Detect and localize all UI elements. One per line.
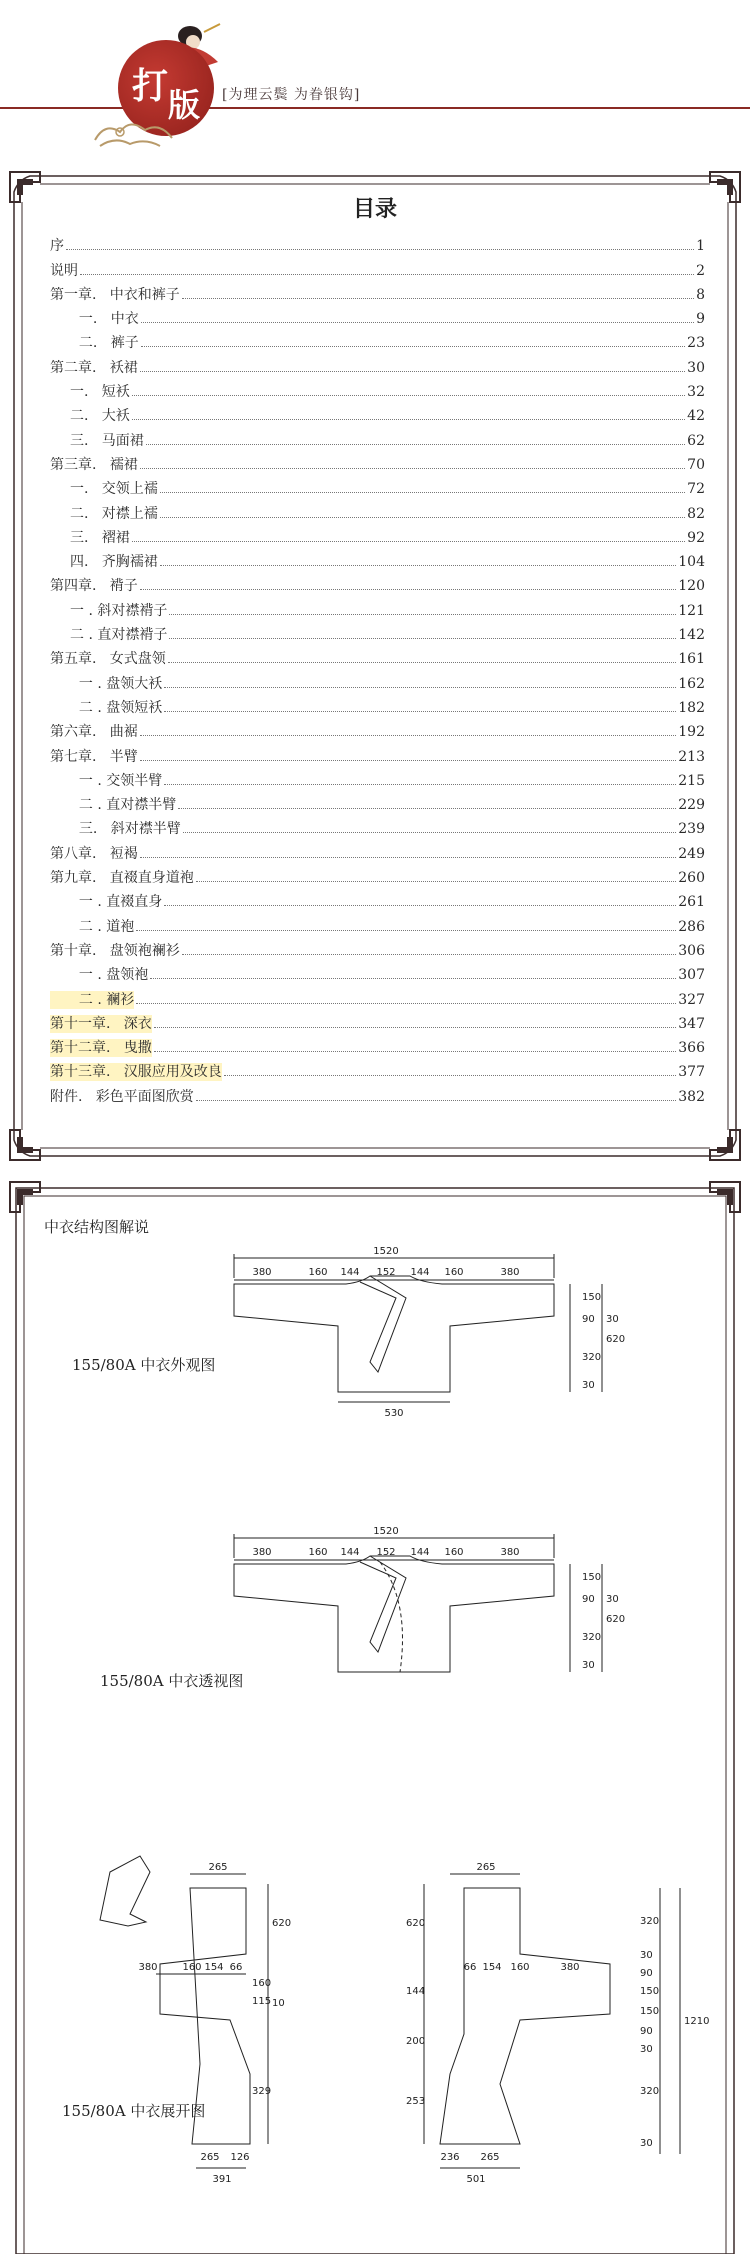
toc-entry[interactable] [50,1057,705,1081]
unfold-view-drawing [100,1854,710,2234]
toc-entry-title: 序 [50,238,64,255]
front-right-1: 150 [582,1292,602,1303]
toc-entry[interactable] [50,595,705,619]
toc-entry-page: 377 [678,1064,705,1081]
unfold-left-row-1: 380 [138,1962,158,1973]
unfold-left-row-3: 154 [204,1962,224,1973]
unfold-left-bottom-2: 126 [230,2152,250,2163]
toc-entry[interactable] [50,936,705,960]
toc-entry[interactable] [50,425,705,449]
xray-seg-6: 160 [444,1547,464,1558]
toc-entry-title: 第七章. 半臂 [50,748,138,765]
toc-entry[interactable] [50,644,705,668]
toc-leader-dots [140,857,676,858]
toc-entry-title: 第八章. 裋褐 [50,845,138,862]
unfold-right-v-3: 200 [406,2036,426,2047]
toc-list [50,231,705,1106]
toc-entry-title: 三. 斜对襟半臂 [70,821,181,838]
xray-seg-2: 160 [308,1547,328,1558]
toc-entry-page: 182 [678,699,705,716]
toc-entry[interactable] [50,280,705,304]
toc-leader-dots [164,784,676,785]
unfold-left-top: 265 [208,1862,228,1873]
toc-entry[interactable] [50,523,705,547]
toc-entry-title: 二 . 襕衫 [50,991,134,1009]
toc-leader-dots [132,395,685,396]
unfold-left-v-2: 115 [252,1996,272,2007]
toc-leader-dots [132,541,685,542]
toc-leader-dots [141,322,694,323]
unfold-rv-2: 30 [640,1950,653,1961]
toc-entry-title: 一 . 斜对襟褙子 [70,602,168,619]
toc-entry-page: 260 [678,870,705,887]
toc-entry-title: 一. 短袄 [70,384,130,401]
toc-entry-page: 70 [687,456,705,473]
toc-entry-page: 239 [678,821,705,838]
corner-fret-ornaments [10,1182,740,1212]
toc-entry-title: 三. 马面裙 [70,432,144,449]
toc-panel [10,172,740,1160]
toc-leader-dots [80,274,694,275]
toc-entry-page: 306 [678,942,705,959]
front-seg-2: 160 [308,1267,328,1278]
toc-entry-page: 215 [678,772,705,789]
toc-leader-dots [140,735,676,736]
toc-entry-page: 32 [687,384,705,401]
toc-entry-page: 161 [678,651,705,668]
toc-entry[interactable] [50,693,705,717]
toc-entry-page: 121 [678,602,705,619]
header-rule [0,107,750,109]
unfold-right-bottom-1: 236 [440,2152,460,2163]
toc-entry-page: 286 [678,918,705,935]
unfold-rv-7: 30 [640,2044,653,2055]
unfold-left-row-4: 66 [229,1962,243,1973]
toc-entry[interactable] [50,1081,705,1105]
xray-right-1: 150 [582,1572,602,1583]
diagram-heading: 中衣结构图解说 [44,1218,150,1236]
unfold-rv-9: 30 [640,2138,653,2149]
cloud-ornament-icon [90,112,180,152]
unfold-rv-5: 150 [640,2006,660,2017]
diagram-panel [10,1182,740,2254]
toc-leader-dots [160,565,676,566]
front-view-label: 155/80A 中衣外观图 [72,1356,216,1374]
toc-entry-title: 第二章. 袄裙 [50,359,138,376]
xray-right-4: 30 [582,1660,595,1671]
toc-entry[interactable] [50,498,705,522]
xray-seg-7: 380 [500,1547,520,1558]
toc-leader-dots [66,249,694,250]
unfold-right-bottom-2: 265 [480,2152,500,2163]
toc-leader-dots [154,1027,676,1028]
toc-leader-dots [182,954,676,955]
toc-entry[interactable] [50,911,705,935]
toc-entry[interactable] [50,547,705,571]
seal-char-2: 版 [168,86,201,124]
toc-leader-dots [136,1003,676,1004]
unfold-left-bottom-total: 391 [212,2174,232,2185]
toc-entry[interactable] [50,1033,705,1057]
toc-entry-page: 30 [687,359,705,376]
toc-leader-dots [169,614,676,615]
toc-entry-page: 162 [678,675,705,692]
unfold-rv-8: 320 [640,2086,660,2097]
toc-entry[interactable] [50,766,705,790]
toc-entry-title: 二 . 直对襟褙子 [70,627,168,644]
toc-entry-page: 347 [678,1015,705,1032]
toc-entry[interactable] [50,571,705,595]
front-right-3: 320 [582,1352,602,1363]
xray-right-2: 90 [582,1594,595,1605]
unfold-left-row-2: 160 [182,1962,202,1973]
toc-entry-page: 366 [678,1040,705,1057]
toc-entry-page: 307 [678,967,705,984]
toc-entry-page: 42 [687,408,705,425]
toc-leader-dots [136,930,676,931]
front-right-4: 30 [582,1380,595,1391]
toc-leader-dots [224,1075,676,1076]
toc-entry-title: 第十一章. 深衣 [50,1015,152,1032]
unfold-left-v-5: 329 [252,2086,272,2097]
toc-entry-title: 第四章. 褙子 [50,578,138,595]
toc-leader-dots [140,760,676,761]
front-right-total: 620 [606,1334,626,1345]
toc-leader-dots [154,1051,676,1052]
toc-entry-page: 142 [678,627,705,644]
toc-entry-page: 213 [678,748,705,765]
toc-entry-title: 附件. 彩色平面图欣赏 [50,1088,194,1105]
toc-title: 目录 [352,197,397,222]
front-seg-4: 152 [376,1267,396,1278]
unfold-left-v-3: 10 [272,1998,285,2009]
toc-entry[interactable] [50,328,705,352]
toc-entry-page: 261 [678,894,705,911]
toc-leader-dots [182,298,694,299]
xray-view-drawing [210,1522,630,1702]
toc-leader-dots [164,711,676,712]
toc-entry-title: 第一章. 中衣和裤子 [50,286,180,303]
toc-leader-dots [160,517,685,518]
toc-entry[interactable] [50,790,705,814]
toc-entry-title: 第十三章. 汉服应用及改良 [50,1064,222,1081]
unfold-right-row-3: 160 [510,1962,530,1973]
toc-entry-page: 120 [678,578,705,595]
toc-entry-page: 62 [687,432,705,449]
toc-entry-title: 第三章. 襦裙 [50,456,138,473]
toc-entry[interactable] [50,984,705,1008]
toc-leader-dots [196,881,676,882]
unfold-rv-3: 90 [640,1968,653,1979]
unfold-rv-4: 150 [640,1986,660,1997]
toc-leader-dots [140,468,685,469]
unfold-rv-1: 320 [640,1916,660,1927]
toc-entry-title: 一 . 交领半臂 [70,772,163,789]
toc-entry-page: 327 [678,991,705,1008]
toc-entry-title: 一. 中衣 [70,311,139,328]
toc-entry-title: 一 . 盘领袍 [70,967,149,984]
front-right-2: 90 [582,1314,595,1325]
toc-entry[interactable] [50,717,705,741]
toc-entry-page: 9 [696,311,705,328]
toc-entry[interactable] [50,401,705,425]
toc-entry-title: 二 . 盘领短袄 [70,699,163,716]
page-header [0,0,750,150]
toc-entry-title: 三. 褶裙 [70,529,130,546]
unfold-right-v-4: 253 [406,2096,426,2107]
toc-entry-page: 72 [687,481,705,498]
unfold-right-row-4: 380 [560,1962,580,1973]
toc-leader-dots [146,444,685,445]
toc-entry-page: 92 [687,529,705,546]
front-right-sub: 30 [606,1314,619,1325]
xray-seg-5: 144 [410,1547,430,1558]
unfold-rv-6: 90 [640,2026,653,2037]
front-hem: 530 [384,1408,404,1419]
toc-entry[interactable] [50,741,705,765]
front-seg-6: 160 [444,1267,464,1278]
toc-entry-title: 二. 裤子 [70,335,139,352]
toc-entry[interactable] [50,231,705,255]
unfold-right-top: 265 [476,1862,496,1873]
xray-total-width: 1520 [373,1526,399,1537]
toc-entry[interactable] [50,960,705,984]
toc-leader-dots [132,419,685,420]
unfold-right-row-1: 66 [463,1962,477,1973]
toc-leader-dots [169,638,676,639]
toc-leader-dots [140,589,676,590]
toc-entry[interactable] [50,1009,705,1033]
toc-entry-title: 第十二章. 曳撒 [50,1040,152,1057]
toc-entry-title: 第九章. 直裰直身道袍 [50,870,194,887]
toc-leader-dots [160,492,685,493]
xray-seg-4: 152 [376,1547,396,1558]
toc-entry-title: 第六章. 曲裾 [50,724,138,741]
toc-entry[interactable] [50,668,705,692]
toc-leader-dots [196,1100,676,1101]
toc-entry-title: 二. 对襟上襦 [70,505,158,522]
front-seg-7: 380 [500,1267,520,1278]
toc-entry-page: 8 [696,286,705,303]
toc-leader-dots [178,808,676,809]
toc-entry-page: 192 [678,724,705,741]
toc-entry-title: 一. 交领上襦 [70,481,158,498]
toc-entry-page: 249 [678,845,705,862]
toc-entry[interactable] [50,255,705,279]
toc-entry-title: 第十章. 盘领袍襕衫 [50,942,180,959]
toc-entry[interactable] [50,450,705,474]
toc-entry[interactable] [50,620,705,644]
toc-leader-dots [183,832,677,833]
xray-right-3: 320 [582,1632,602,1643]
toc-leader-dots [141,346,685,347]
toc-entry-title: 四. 齐胸襦裙 [70,554,158,571]
unfold-right-row-2: 154 [482,1962,502,1973]
xray-seg-3: 144 [340,1547,360,1558]
toc-entry-page: 82 [687,505,705,522]
toc-entry-page: 382 [678,1088,705,1105]
front-total-width: 1520 [373,1246,399,1257]
unfold-right-bottom-total: 501 [466,2174,486,2185]
unfold-right-v-1: 620 [406,1918,426,1929]
toc-entry-page: 229 [678,797,705,814]
unfold-left-bottom-1: 265 [200,2152,220,2163]
xray-view-label: 155/80A 中衣透视图 [100,1672,244,1690]
toc-entry-page: 23 [687,335,705,352]
unfold-right-v-2: 144 [406,1986,426,1997]
front-view-drawing [210,1242,630,1422]
toc-entry[interactable] [50,352,705,376]
toc-entry[interactable] [50,863,705,887]
front-seg-5: 144 [410,1267,430,1278]
unfold-right-total: 1210 [684,2016,710,2027]
toc-entry[interactable] [50,838,705,862]
toc-entry[interactable] [50,474,705,498]
toc-leader-dots [164,687,676,688]
toc-entry-title: 一 . 盘领大袄 [70,675,163,692]
toc-entry-title: 说明 [50,262,78,279]
seal-char-1: 打 [132,65,169,107]
front-seg-1: 380 [252,1267,272,1278]
toc-entry-page: 104 [678,554,705,571]
xray-seg-1: 380 [252,1547,272,1558]
toc-entry[interactable] [50,887,705,911]
toc-entry-title: 第五章. 女式盘领 [50,651,166,668]
toc-entry-title: 二 . 直对襟半臂 [70,797,177,814]
toc-entry-page: 2 [696,262,705,279]
collar-piece [100,1856,150,1926]
toc-entry-title: 二 . 道袍 [70,918,135,935]
unfold-view-label: 155/80A 中衣展开图 [62,2102,206,2120]
toc-leader-dots [168,662,676,663]
xray-right-total: 620 [606,1614,626,1625]
toc-entry-page: 1 [696,238,705,255]
toc-entry[interactable] [50,304,705,328]
toc-leader-dots [164,905,676,906]
toc-entry-title: 二. 大袄 [70,408,130,425]
toc-leader-dots [140,371,685,372]
front-seg-3: 144 [340,1267,360,1278]
header-slogan: [为理云鬓 为眷银钩] [222,87,361,103]
unfold-left-v-1: 620 [272,1918,292,1929]
unfold-left-v-4: 160 [252,1978,272,1989]
toc-entry[interactable] [50,814,705,838]
toc-leader-dots [150,978,676,979]
toc-entry[interactable] [50,377,705,401]
xray-right-sub: 30 [606,1594,619,1605]
toc-entry-title: 一 . 直裰直身 [70,894,163,911]
